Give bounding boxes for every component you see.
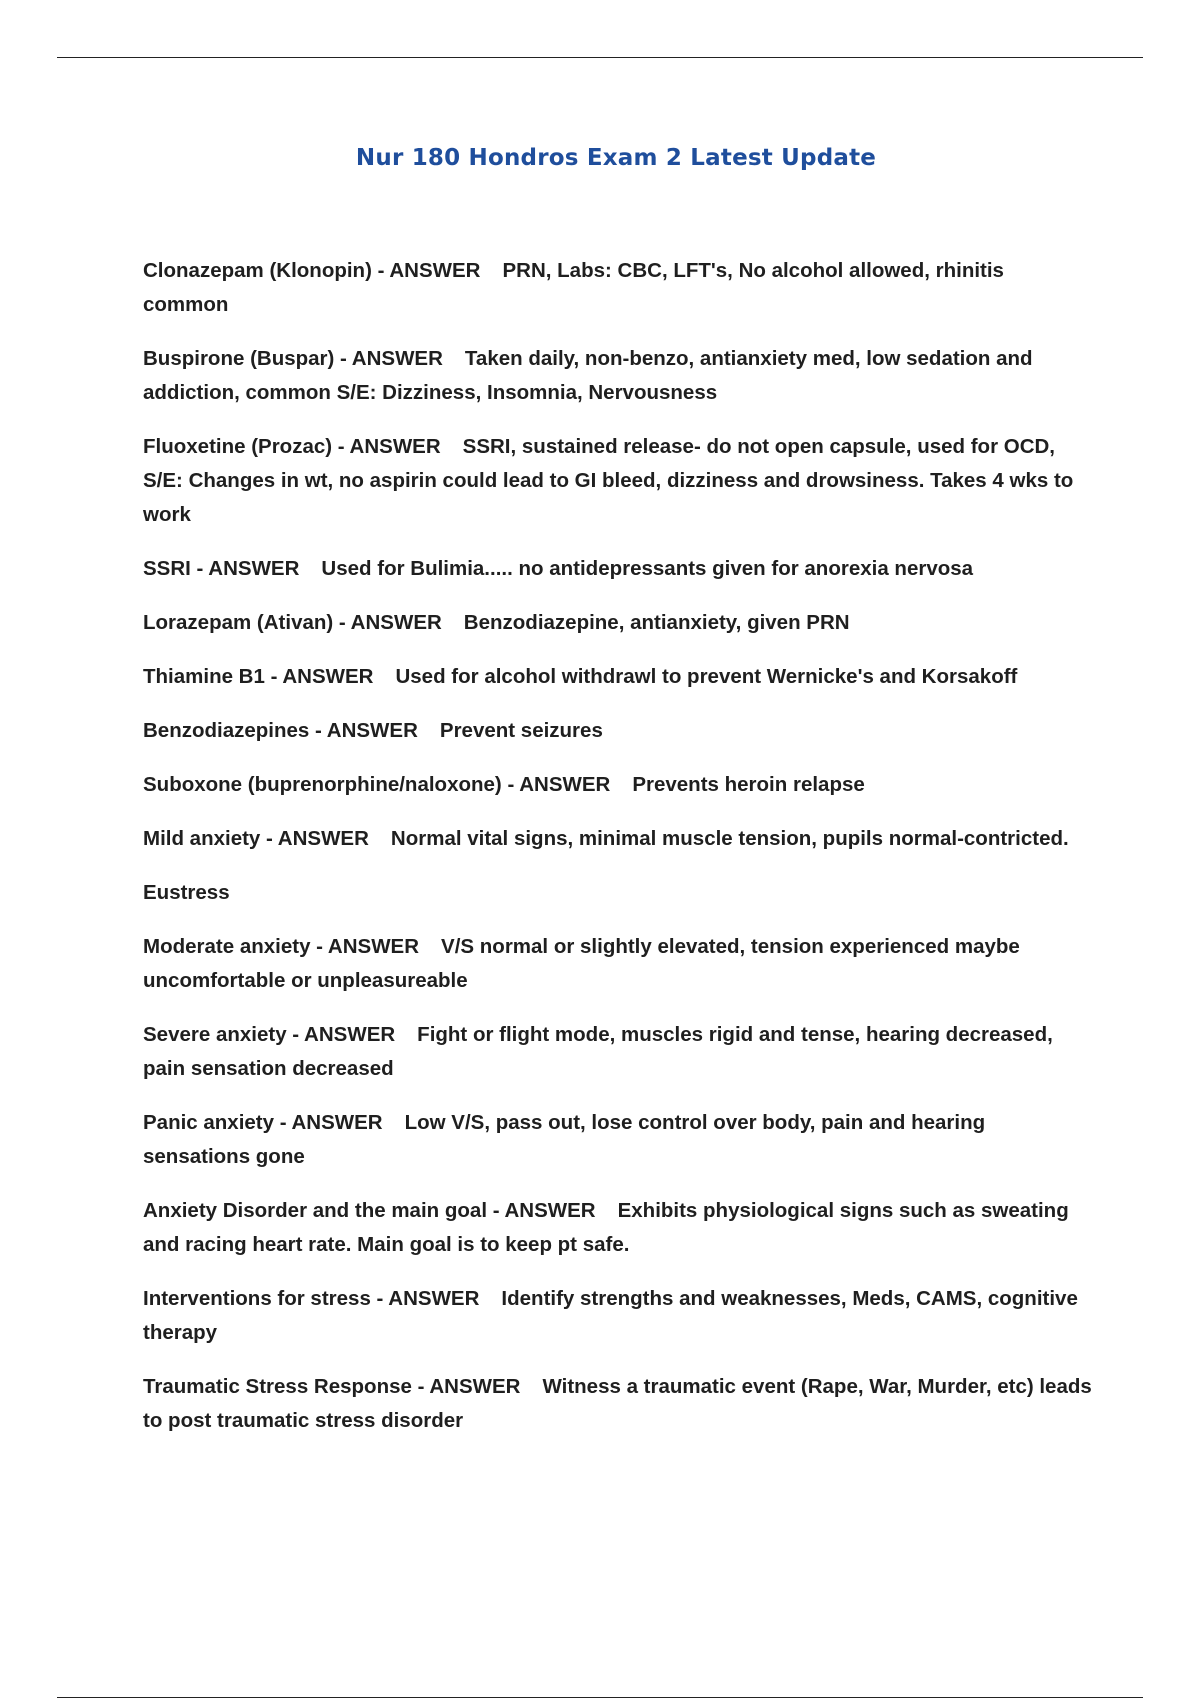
entry-item — [143, 254, 1093, 322]
entry-item — [143, 1194, 1093, 1262]
entry-term: Eustress — [143, 881, 230, 904]
entry-answer: Benzodiazepine, antianxiety, given PRN — [463, 611, 850, 634]
entry-item — [143, 660, 1093, 694]
entry-term: Thiamine B1 - ANSWER — [143, 665, 374, 688]
entry-answer: Low V/S, pass out, lose control over body, pain and hearing sensations gone — [143, 1111, 986, 1168]
entry-answer: SSRI, sustained release- do not open capsule, used for OCD, S/E: Changes in wt, no aspirin could lead to GI bleed, dizziness and drowsiness. Takes 4 wks to work — [143, 435, 1074, 526]
entry-item — [143, 606, 1093, 640]
entry-item — [143, 1370, 1093, 1438]
entry-term: Lorazepam (Ativan) - ANSWER — [143, 611, 442, 634]
entry-term: Anxiety Disorder and the main goal - ANSWER — [143, 1199, 596, 1222]
entry-answer: Identify strengths and weaknesses, Meds, CAMS, cognitive therapy — [143, 1287, 1078, 1344]
entry-term: Panic anxiety - ANSWER — [143, 1111, 383, 1134]
entry-item — [143, 930, 1093, 998]
entry-term: Traumatic Stress Response - ANSWER — [143, 1375, 521, 1398]
entry-term: Interventions for stress - ANSWER — [143, 1287, 480, 1310]
entry-list — [143, 254, 1093, 1458]
entry-answer: Normal vital signs, minimal muscle tension, pupils normal-contricted. — [390, 827, 1069, 850]
entry-answer: Prevent seizures — [439, 719, 603, 742]
entry-item — [143, 876, 1093, 910]
entry-answer: V/S normal or slightly elevated, tension experienced maybe uncomfortable or unpleasureable — [143, 935, 1020, 992]
entry-item — [143, 552, 1093, 586]
entry-term: Buspirone (Buspar) - ANSWER — [143, 347, 443, 370]
entry-item — [143, 430, 1093, 532]
entry-answer: Used for Bulimia..... no antidepressants given for anorexia nervosa — [321, 557, 974, 580]
entry-answer: Taken daily, non-benzo, antianxiety med, low sedation and addiction, common S/E: Dizziness, Insomnia, Nervousness — [143, 347, 1033, 404]
entry-item — [143, 822, 1093, 856]
entry-answer: Witness a traumatic event (Rape, War, Murder, etc) leads to post traumatic stress disorder — [143, 1375, 1092, 1432]
entry-item — [143, 1018, 1093, 1086]
entry-term: Severe anxiety - ANSWER — [143, 1023, 396, 1046]
document-title: Nur 180 Hondros Exam 2 Latest Update — [355, 145, 877, 171]
entry-answer: Fight or flight mode, muscles rigid and tense, hearing decreased, pain sensation decreased — [143, 1023, 1053, 1080]
top-divider — [57, 57, 1143, 58]
entry-answer: Prevents heroin relapse — [632, 773, 865, 796]
entry-answer: Used for alcohol withdrawl to prevent Wernicke's and Korsakoff — [395, 665, 1018, 688]
entry-answer: PRN, Labs: CBC, LFT's, No alcohol allowed, rhinitis common — [143, 259, 1004, 316]
entry-item — [143, 768, 1093, 802]
entry-term: Moderate anxiety - ANSWER — [143, 935, 420, 958]
entry-term: Benzodiazepines - ANSWER — [143, 719, 418, 742]
bottom-divider — [57, 1697, 1143, 1698]
entry-term: Mild anxiety - ANSWER — [143, 827, 369, 850]
entry-item — [143, 714, 1093, 748]
entry-answer: Exhibits physiological signs such as sweating and racing heart rate. Main goal is to keep pt safe. — [143, 1199, 1069, 1256]
entry-term: Fluoxetine (Prozac) - ANSWER — [143, 435, 441, 458]
entry-item — [143, 342, 1093, 410]
entry-item — [143, 1106, 1093, 1174]
entry-term: Clonazepam (Klonopin) - ANSWER — [143, 259, 481, 282]
entry-item — [143, 1282, 1093, 1350]
entry-term: Suboxone (buprenorphine/naloxone) - ANSWER — [143, 773, 611, 796]
entry-term: SSRI - ANSWER — [143, 557, 300, 580]
